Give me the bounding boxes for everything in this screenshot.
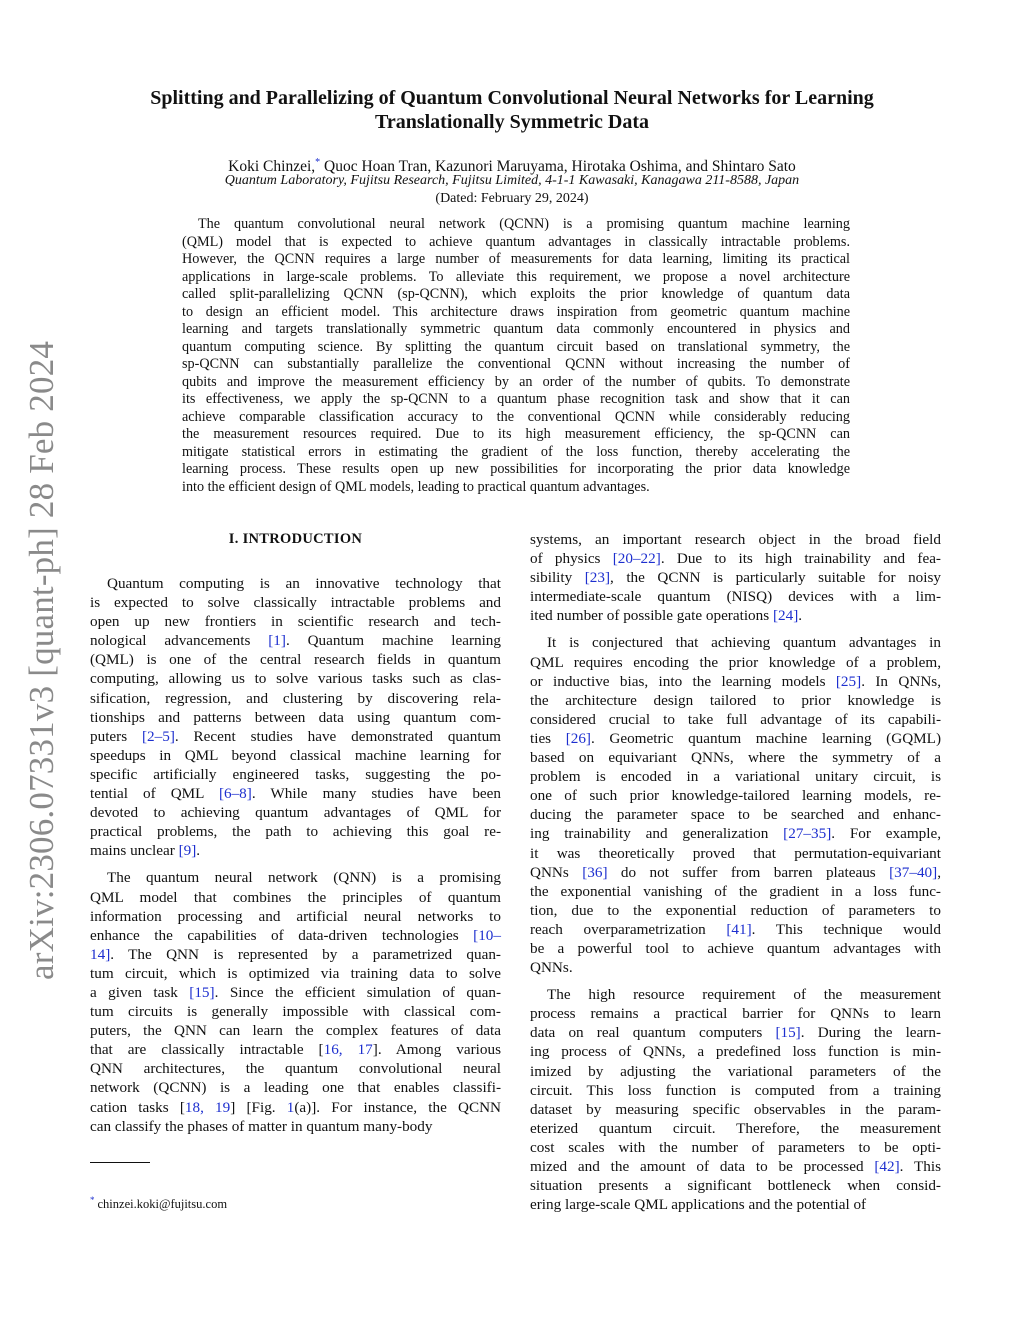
paragraph-line — [90, 765, 501, 784]
text-run: ited number of possible gate operations — [530, 607, 773, 625]
paragraph-line — [530, 939, 941, 958]
text-run: is expected to solve classically intractable problems and — [90, 594, 501, 612]
paragraph-line — [90, 1002, 501, 1021]
text-run: ]. Among various — [372, 1041, 502, 1059]
text-run: mains unclear — [90, 842, 179, 860]
paragraph-line — [530, 958, 941, 977]
text-run: systems, an important research object in the broad field — [530, 531, 941, 548]
arxiv-side-identifier: arXiv:2306.07331v3 [quant-ph] 28 Feb 2024 — [22, 340, 61, 980]
paragraph-gap — [90, 860, 501, 868]
abstract-line: qubits and improve the measurement efficiency by an order of the number of qubits. To demonstrate — [182, 373, 850, 390]
text-run: practical problems, the path to achieving this goal re- — [90, 823, 501, 841]
text-run: . — [196, 842, 201, 860]
paragraph-gap — [530, 625, 941, 633]
citation-link[interactable]: [15] — [775, 1024, 801, 1042]
text-run: , — [937, 863, 941, 881]
text-run: tential of QML — [90, 785, 219, 803]
text-run: sification, regression, and clustering by discovering rela- — [90, 689, 501, 707]
paragraph-line — [530, 1023, 941, 1042]
citation-link[interactable]: 14] — [90, 945, 111, 963]
text-run: mized and the amount of data to be processed — [530, 1158, 875, 1175]
text-run: network (QCNN) is a leading one that enables classifi- — [90, 1079, 501, 1097]
text-run: it was theoretically proved that permutation-equivariant — [530, 844, 941, 862]
title-line-1: Splitting and Parallelizing of Quantum Convolutional Neural Networks for Learning — [150, 87, 874, 109]
citation-link[interactable]: [37–40] — [889, 863, 938, 881]
text-run: Quantum computing is an innovative technology that — [107, 575, 501, 592]
text-run: data on real quantum computers — [530, 1024, 776, 1042]
text-run: enhance the capabilities of data-driven technologies — [90, 926, 474, 944]
text-run: situation presents a significant bottleneck when consid- — [530, 1177, 941, 1195]
citation-link[interactable]: [26] — [565, 729, 591, 747]
abstract-line: into the efficient design of QML models, leading to practical quantum advantages. — [182, 478, 650, 495]
text-run: computing, allowing us to solve various tasks such as clas- — [90, 670, 501, 688]
abstract-line: The quantum convolutional neural network (QCNN) is a promising quantum machine learning — [198, 216, 850, 232]
text-run: process remains a practical barrier for QNNs to learn — [530, 1005, 941, 1023]
text-run: . — [798, 607, 803, 625]
paragraph-line — [90, 1117, 501, 1136]
abstract-line: applications in large-scale problems. To alleviate this requirement, we propose a novel architecture — [182, 268, 850, 285]
text-run: ties — [530, 729, 566, 747]
right-column — [530, 530, 941, 1214]
text-run: It is conjectured that achieving quantum advantages in — [547, 634, 941, 652]
citation-link[interactable]: [10– — [473, 926, 501, 944]
paragraph-line — [90, 1021, 501, 1040]
paragraph-line — [530, 729, 941, 748]
text-run: ducing the parameter space to be searched and enhanc- — [530, 806, 941, 824]
text-run: . This — [899, 1158, 941, 1175]
text-run: the architecture design tailored to prior knowledge is — [530, 691, 941, 709]
paragraph-line — [90, 631, 501, 650]
text-run: . Geometric quantum machine learning (GQML) — [591, 729, 942, 747]
paragraph-line — [90, 727, 501, 746]
text-run: . In QNNs, — [861, 672, 941, 690]
footnote-mark: * — [90, 1195, 95, 1205]
text-run: be a powerful tool to achieve quantum advantages with — [530, 939, 941, 957]
text-run: a given task — [90, 983, 190, 1001]
paragraph-line — [530, 863, 941, 882]
paragraph-line — [530, 672, 941, 691]
abstract-line: sp-QCNN can substantially parallelize the conventional QCNN without increasing the number of — [182, 356, 850, 372]
paragraph-line — [90, 964, 501, 983]
text-run: can classify the phases of matter in quantum many-body — [90, 1117, 433, 1135]
paragraph-line — [90, 650, 501, 669]
citation-link[interactable]: [36] — [582, 863, 608, 881]
text-run: The high resource requirement of the measurement — [547, 986, 941, 1004]
text-run: based on equivariant QNNs, where the symmetry of a — [530, 749, 941, 767]
citation-link[interactable]: [1] — [268, 632, 286, 650]
text-run: or inductive bias, into the learning models — [530, 672, 836, 690]
text-run: ing trainability and generalization — [530, 825, 784, 843]
citation-link[interactable]: [41] — [726, 920, 752, 938]
paragraph-line — [530, 549, 941, 568]
abstract-line: However, the QCNN requires a large number of measurements for data learning, limiting its practical — [182, 251, 850, 267]
footnote-rule — [90, 1162, 150, 1163]
text-run: , the QCNN is particularly suitable for noisy — [610, 569, 941, 587]
citation-link[interactable]: [42] — [874, 1158, 900, 1175]
abstract-line: to design an efficient model. This architecture draws inspiration from geometric quantum machine — [182, 303, 850, 320]
text-run: QNNs — [530, 863, 583, 881]
paragraph-line — [530, 1081, 941, 1100]
text-run: puters — [90, 727, 142, 745]
text-run: (a)]. For instance, the QCNN — [294, 1098, 502, 1116]
abstract-line: called split-parallelizing QCNN (sp-QCNN), which exploits the prior knowledge of quantum data — [182, 286, 850, 302]
citation-link[interactable]: [9] — [178, 842, 197, 860]
paragraph-line — [90, 1078, 501, 1097]
paragraph-line — [90, 708, 501, 727]
text-run: of physics — [530, 550, 613, 568]
paragraph-line — [530, 1042, 941, 1061]
paragraph-line — [90, 945, 501, 964]
left-column — [90, 530, 501, 1136]
paragraph-line — [530, 985, 941, 1004]
text-run: ing process of QNNs, a predefined loss function is min- — [530, 1043, 941, 1061]
text-run: QML model that combines the principles of quantum — [90, 888, 501, 906]
paragraph-line — [90, 868, 501, 887]
text-run: intermediate-scale quantum (NISQ) devices with a lim- — [530, 588, 941, 606]
paragraph-gap — [530, 977, 941, 985]
citation-link[interactable]: [24] — [772, 607, 799, 625]
footnote — [90, 1192, 227, 1212]
paragraph-line — [90, 926, 501, 945]
paragraph-line — [90, 746, 501, 765]
citation-link[interactable]: [15] — [189, 983, 215, 1001]
text-run: tion, due to the exponential reduction of parameters to — [530, 901, 941, 919]
text-run: information processing and artificial neural networks to — [90, 907, 501, 925]
text-run: QNN architectures, the quantum convolutional neural — [90, 1060, 501, 1078]
paragraph-line — [530, 530, 941, 549]
text-run: speedups in QML beyond classical machine learning for — [90, 746, 501, 764]
text-run: tionships and patterns between data using quantum com- — [90, 708, 501, 726]
paragraph-line — [530, 568, 941, 587]
paragraph-line — [530, 767, 941, 786]
text-run: open up new frontiers in scientific research and tech- — [90, 613, 501, 631]
paragraph-line — [530, 633, 941, 652]
paragraph-line — [530, 587, 941, 606]
text-run: ] [Fig. — [230, 1098, 287, 1116]
citation-link[interactable]: [27–35] — [783, 825, 832, 843]
paragraph-line — [530, 1157, 941, 1176]
text-run: tum circuits is generally impossible with classical com- — [90, 1003, 501, 1021]
text-run: specific artificially engineered tasks, suggesting the po- — [90, 765, 501, 783]
text-run: circuit. This loss function is computed from a training — [530, 1081, 941, 1099]
first-author: Koki Chinzei, — [228, 158, 316, 176]
text-run: considered crucial to take full advantage of its capabili- — [530, 710, 941, 728]
other-authors: Quoc Hoan Tran, Kazunori Maruyama, Hirotaka Oshima, and Shintaro Sato — [320, 158, 796, 176]
paragraph-line — [530, 710, 941, 729]
abstract-line: learning process. These results open up new possibilities for incorporating the prior data knowledge — [182, 461, 850, 477]
paragraph-line — [90, 612, 501, 631]
paragraph-line — [90, 803, 501, 822]
text-run: . The QNN is represented by a parametrized quan- — [110, 945, 501, 963]
text-run: (QML) is one of the central research fields in quantum — [90, 651, 501, 669]
corresponding-author-link[interactable]: * — [315, 157, 321, 168]
text-run: . Due to its high trainability and fea- — [660, 550, 941, 568]
text-run: imized by adjusting the variational parameters of the — [530, 1062, 941, 1080]
paragraph-line — [90, 1040, 501, 1059]
citation-link[interactable]: 1 — [286, 1098, 295, 1116]
abstract-line: (QML) model that is expected to achieve quantum advantages in classically intractable problems. — [182, 233, 850, 250]
text-run: . Recent studies have demonstrated quantum — [174, 727, 501, 745]
paragraph-line — [90, 1059, 501, 1078]
text-run: The quantum neural network (QNN) is a promising — [107, 869, 501, 887]
paragraph-line — [90, 841, 501, 860]
paragraph-line — [90, 888, 501, 907]
dated-line: (Dated: February 29, 2024) — [435, 191, 589, 206]
paragraph-line — [90, 689, 501, 708]
paragraph-line — [530, 606, 941, 625]
abstract-line: achieve comparable classification accuracy to the conventional QCNN while considerably reducing — [182, 408, 850, 425]
title-line-2: Translationally Symmetric Data — [374, 111, 650, 133]
text-run: one of such prior knowledge-tailored learning models, re- — [530, 787, 941, 805]
text-run: do not suffer from barren plateaus — [607, 863, 890, 881]
text-run: problem is encoded in a variational unitary circuit, is — [530, 768, 941, 786]
text-run: . While many studies have been — [251, 785, 501, 803]
paragraph-line — [90, 1098, 501, 1117]
paragraph-line — [90, 983, 501, 1002]
paper-title — [90, 86, 934, 134]
text-run: . For example, — [831, 825, 941, 843]
text-run: reach overparametrization — [530, 920, 727, 938]
text-run: that are classically intractable [ — [90, 1041, 324, 1059]
citation-link[interactable]: [6–8] — [218, 785, 252, 803]
abstract-line: quantum computing science. By splitting the quantum circuit based on translational symmetry, the — [182, 338, 850, 355]
section-heading: I. INTRODUCTION — [228, 531, 363, 547]
text-run: ering large-scale QML applications and the potential of — [530, 1196, 867, 1214]
paragraph-line — [530, 882, 941, 901]
paragraph-line — [530, 824, 941, 843]
text-run: puters, the QNN can learn the complex features of data — [90, 1022, 501, 1040]
abstract — [182, 216, 850, 496]
paragraph-line — [530, 1195, 941, 1214]
text-run: cost scales with the number of parameters to be opti- — [530, 1138, 941, 1156]
text-run: QNNs. — [530, 959, 573, 977]
paragraph-line — [530, 1176, 941, 1195]
citation-link[interactable]: [23] — [584, 569, 611, 587]
paragraph-line — [530, 1062, 941, 1081]
paragraph-line — [530, 1138, 941, 1157]
footnote-email[interactable]: chinzei.koki@fujitsu.com — [97, 1197, 228, 1212]
paragraph-line — [90, 669, 501, 688]
paragraph-line — [90, 784, 501, 803]
paragraph-line — [90, 907, 501, 926]
citation-link[interactable]: 16, 17 — [323, 1041, 373, 1059]
citation-link[interactable]: [2–5] — [141, 727, 175, 745]
citation-link[interactable]: 18, 19 — [184, 1098, 231, 1116]
paragraph-line — [530, 844, 941, 863]
paragraph-line — [530, 805, 941, 824]
text-run: tum circuit, which is optimized via training data to solve — [90, 964, 501, 982]
paragraph-line — [530, 786, 941, 805]
abstract-line: mitigate statistical errors in estimating the gradient of the loss function, thereby accelerating the — [182, 443, 850, 460]
abstract-line: its effectiveness, we apply the sp-QCNN to a quantum phase recognition task and show that it can — [182, 391, 850, 407]
paragraph-line — [530, 1119, 941, 1138]
citation-link[interactable]: [25] — [835, 672, 862, 690]
paragraph-line — [530, 691, 941, 710]
text-run: . This technique would — [751, 920, 942, 938]
paragraph-line — [530, 748, 941, 767]
text-run: devoted to achieving quantum advantages of QML for — [90, 804, 501, 822]
paragraph-line — [530, 920, 941, 939]
paragraph-line — [530, 901, 941, 920]
paragraph-line — [90, 593, 501, 612]
citation-link[interactable]: [20–22] — [612, 550, 661, 568]
affiliation: Quantum Laboratory, Fujitsu Research, Fujitsu Limited, 4-1-1 Kawasaki, Kanagawa 211-8588, Japan — [224, 173, 800, 188]
text-run: . Since the efficient simulation of quan- — [214, 983, 502, 1001]
text-run: eterized quantum circuit. Therefore, the measurement — [530, 1119, 941, 1137]
abstract-line: the measurement resources required. Due to its high measurement efficiency, the sp-QCNN can — [182, 426, 850, 442]
abstract-line: learning and targets translationally symmetric quantum data commonly encountered in physics and — [182, 321, 850, 337]
text-run: the exponential vanishing of the gradient in a loss func- — [530, 882, 941, 900]
text-run: dataset by measuring specific observables in the param- — [530, 1100, 941, 1118]
text-run: sibility — [530, 569, 585, 587]
paragraph-line — [90, 574, 501, 593]
text-run: . Quantum machine learning — [285, 632, 501, 650]
paragraph-line — [530, 653, 941, 672]
text-run: . During the learn- — [800, 1024, 942, 1042]
text-run: cation tasks [ — [90, 1098, 185, 1116]
text-run: nological advancements — [90, 632, 269, 650]
paragraph-line — [90, 822, 501, 841]
paragraph-line — [530, 1004, 941, 1023]
paragraph-line — [530, 1100, 941, 1119]
text-run: QML requires encoding the prior knowledge of a problem, — [530, 653, 941, 671]
